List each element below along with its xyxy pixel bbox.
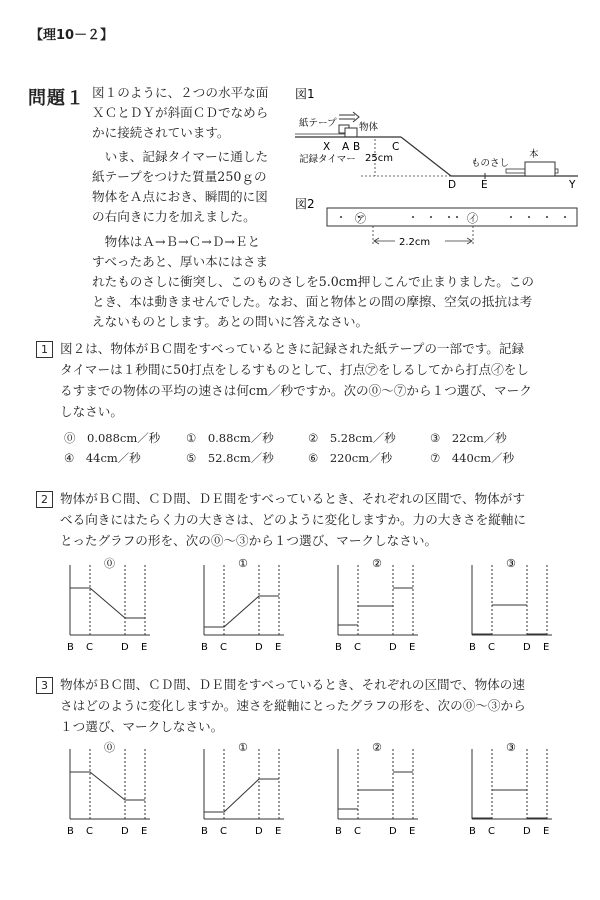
svg-text:C: C — [488, 826, 495, 837]
svg-text:D: D — [121, 642, 129, 653]
question-line: しなさい。 — [60, 404, 123, 419]
svg-text:E: E — [543, 826, 550, 837]
svg-text:B: B — [335, 642, 342, 653]
push-arrow-icon — [339, 112, 359, 122]
point-y: Y — [569, 179, 576, 191]
svg-text:E: E — [275, 642, 282, 653]
point-c: C — [392, 141, 400, 153]
q2-graph-label: ③ — [506, 557, 516, 570]
question-line: とったグラフの形を、次の⓪～③から１つ選び、マークしなさい。 — [60, 533, 438, 548]
svg-text:D: D — [389, 826, 397, 837]
question-line: １つ選び、マークしなさい。 — [60, 719, 224, 734]
svg-text:D: D — [523, 826, 531, 837]
option-3[interactable]: ③ 22cm／秒 — [430, 431, 507, 445]
height-label: 25cm — [365, 153, 393, 164]
svg-text:C: C — [86, 642, 93, 653]
intro-line: かに接続されています。 — [92, 125, 230, 140]
figure2-label: 図2 — [295, 197, 315, 211]
question-line: 物体がＢＣ間、ＣＤ間、ＤＥ間をすべっているとき、それぞれの区間で、物体がす — [60, 491, 525, 506]
figure2 — [293, 196, 583, 256]
book — [525, 162, 555, 176]
q2-graph-1 — [204, 565, 284, 635]
svg-text:C: C — [220, 642, 227, 653]
mark-a: ㋐ — [355, 212, 366, 225]
svg-text:B: B — [67, 642, 74, 653]
svg-text:D: D — [255, 642, 263, 653]
svg-text:D: D — [121, 826, 129, 837]
question-line: るすまでの物体の平均の速さは何cm／秒ですか。次の⓪～⑦から１つ選び、マーク — [60, 383, 532, 398]
svg-text:B: B — [201, 826, 208, 837]
svg-text:B: B — [469, 826, 476, 837]
intro-line: いま、記録タイマーに通した — [92, 149, 269, 164]
option-0[interactable]: ⓪ 0.088cm／秒 — [64, 431, 161, 445]
intro-line: とき、本は動きませんでした。なお、面と物体との間の摩擦、空気の抵抗は考 — [92, 294, 533, 309]
question-line: 図２は、物体がＢＣ間をすべっているときに記録された紙テープの一部です。記録 — [60, 341, 525, 356]
point-e: E — [481, 179, 488, 191]
point-x: X — [323, 141, 331, 153]
figure1-label: 図1 — [295, 87, 315, 101]
option-4[interactable]: ④ 44cm／秒 — [64, 451, 141, 465]
svg-text:E: E — [141, 642, 148, 653]
q3-graphs — [60, 734, 560, 844]
svg-text:C: C — [86, 826, 93, 837]
intro-line: 物体をＡ点におき、瞬間的に図 — [92, 189, 268, 204]
svg-text:C: C — [354, 826, 361, 837]
q2-graph-3 — [472, 565, 552, 635]
svg-text:E: E — [409, 642, 416, 653]
intro-line: 図１のように、２つの水平な面 — [92, 85, 269, 100]
q3-graph-label: ② — [372, 741, 382, 754]
svg-text:B: B — [335, 826, 342, 837]
q2-graph-label: ② — [372, 557, 382, 570]
intro-line: れたものさしに衝突し、このものさしを5.0cm押しこんで止まりました。この — [92, 274, 535, 289]
q2-graphs — [60, 550, 560, 660]
q3-graph-label: ⓪ — [104, 741, 115, 754]
q2-graph-0 — [70, 565, 150, 635]
intro-line: ＸＣとＤＹが斜面ＣＤでなめら — [92, 105, 269, 120]
q3-graph-label: ③ — [506, 741, 516, 754]
q2-graph-2 — [338, 565, 418, 635]
svg-text:C: C — [354, 642, 361, 653]
svg-text:C: C — [220, 826, 227, 837]
point-d: D — [448, 179, 457, 191]
svg-text:B: B — [201, 642, 208, 653]
q2-graph-label: ⓪ — [104, 557, 115, 570]
svg-text:E: E — [409, 826, 416, 837]
book-label: 本 — [529, 149, 539, 160]
question-line: 物体がＢＣ間、ＣＤ間、ＤＥ間をすべっているとき、それぞれの区間で、物体の速 — [60, 677, 525, 692]
intro-line: の右向きに力を加えました。 — [92, 209, 256, 224]
q3-graph-label: ① — [238, 741, 248, 754]
question-line: さはどのように変化しますか。速さを縦軸にとったグラフの形を、次の⓪～③から — [60, 698, 526, 713]
svg-text:E: E — [275, 826, 282, 837]
svg-text:D: D — [389, 642, 397, 653]
q2-graph-label: ① — [238, 557, 248, 570]
svg-text:D: D — [523, 642, 531, 653]
question-number: 2 — [36, 491, 53, 508]
point-b: B — [353, 141, 361, 153]
q3-graph-2 — [338, 749, 418, 819]
intro-line: 紙テープをつけた質量250ｇの — [92, 169, 267, 184]
option-7[interactable]: ⑦ 440cm／秒 — [430, 451, 515, 465]
question-number: 3 — [36, 677, 53, 694]
q3-graph-3 — [472, 749, 552, 819]
page-header: 【理10－２】 — [30, 28, 114, 43]
svg-text:D: D — [255, 826, 263, 837]
intro-line: すべったあと、厚い本にはさま — [92, 254, 269, 269]
svg-text:E: E — [543, 642, 550, 653]
intro-line: 物体はＡ→Ｂ→Ｃ→Ｄ→Ｅと — [92, 234, 261, 249]
option-1[interactable]: ① 0.88cm／秒 — [186, 431, 274, 445]
option-2[interactable]: ② 5.28cm／秒 — [308, 431, 396, 445]
object-block — [345, 128, 357, 137]
svg-text:B: B — [469, 642, 476, 653]
question-line: タイマーは１秒間に50打点をしるすものとして、打点㋐をしるしてから打点㋑をし — [60, 362, 529, 377]
point-a: A — [342, 141, 350, 153]
question-line: べる向きにはたらく力の大きさは、どのように変化しますか。力の大きさを縦軸に — [60, 512, 526, 527]
ruler-label: ものさし — [471, 158, 510, 169]
distance-label: 2.2cm — [399, 237, 431, 248]
mark-b: ㋑ — [467, 212, 478, 225]
intro-line: えないものとします。あとの問いに答えなさい。 — [92, 314, 369, 329]
svg-text:E: E — [141, 826, 148, 837]
figure1 — [293, 84, 583, 204]
svg-text:B: B — [67, 826, 74, 837]
option-6[interactable]: ⑥ 220cm／秒 — [308, 451, 393, 465]
slope — [401, 137, 451, 176]
object-label: 物体 — [359, 122, 379, 133]
svg-text:C: C — [488, 642, 495, 653]
timer-label: 記録タイマー — [299, 154, 356, 165]
q3-graph-0 — [70, 749, 150, 819]
q3-graph-1 — [204, 749, 284, 819]
problem-title: 問題１ — [28, 88, 85, 109]
question-number: 1 — [36, 341, 53, 358]
tape-label: 紙テープ — [299, 118, 337, 129]
option-5[interactable]: ⑤ 52.8cm／秒 — [186, 451, 274, 465]
